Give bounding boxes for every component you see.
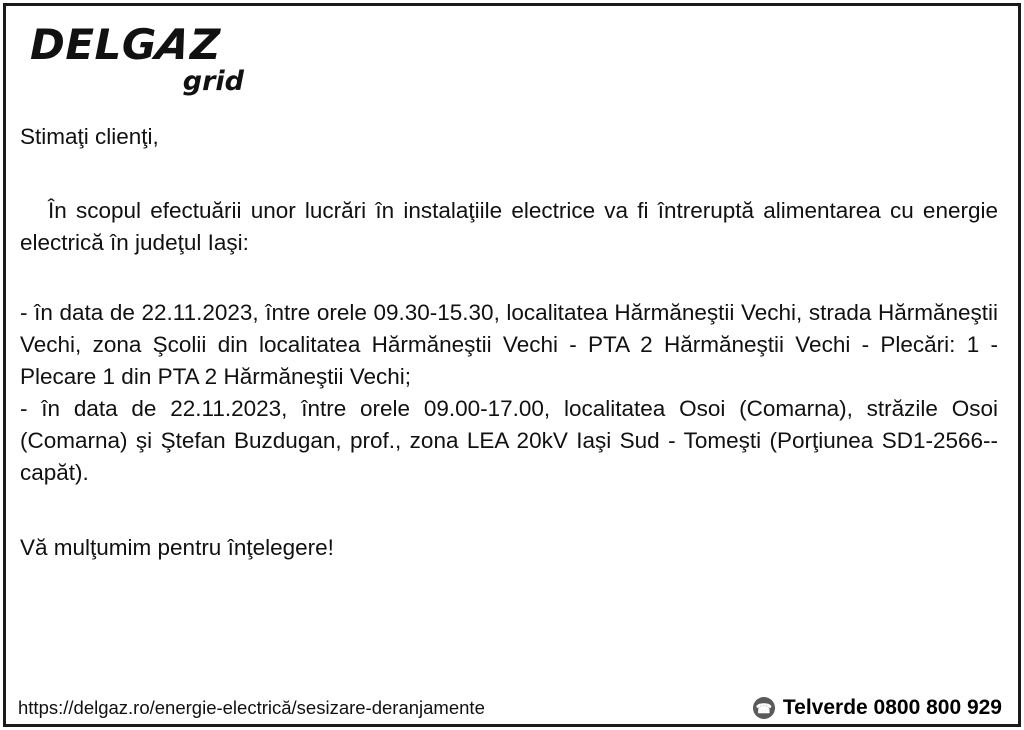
footer: [18, 696, 1002, 720]
phone-icon: ☎: [753, 697, 775, 719]
delgaz-grid-logo: [30, 20, 260, 97]
logo-wordmark: [30, 20, 221, 69]
footer-phone-label: Telverde 0800 800 929: [782, 696, 1002, 719]
thanks-text: Vă mulţumim pentru înţelegere!: [20, 535, 334, 561]
footer-url-link[interactable]: https://delgaz.ro/energie-electrică/sesizare-deranjamente: [18, 697, 485, 718]
logo-wordmark-part1: DELG: [30, 20, 157, 69]
logo-subtitle: grid: [182, 66, 244, 97]
notice-body: [20, 121, 998, 564]
logo-wordmark-slash: A: [151, 20, 196, 69]
outage-item-2: - în data de 22.11.2023, între orele 09.00-17.00, localitatea Osoi (Comarna), străzile Osoi (Comarna) şi Ştefan Buzdugan, prof., zona LEA 20kV Iaşi Sud - Tomeşti (Porţiunea SD1-2566--capăt).: [20, 395, 998, 485]
greeting-text: Stimaţi clienţi,: [20, 124, 159, 149]
intro-paragraph: În scopul efectuării unor lucrări în instalaţiile electrice va fi întreruptă alimentarea cu energie electrică în judeţul Iaşi:: [20, 197, 998, 255]
footer-phone: [753, 696, 1002, 720]
logo-wordmark-part2: Z: [189, 20, 221, 69]
outage-item-1: - în data de 22.11.2023, între orele 09.30-15.30, localitatea Hărmăneştii Vechi, strada Hărmăneştii Vechi, zona Şcolii din localitatea Hărmăneştii Vechi - PTA 2 Hărmăneştii Vechi - Plecări: 1 - Plecare 1 din PTA 2 Hărmăneştii Vechi;: [20, 299, 998, 389]
